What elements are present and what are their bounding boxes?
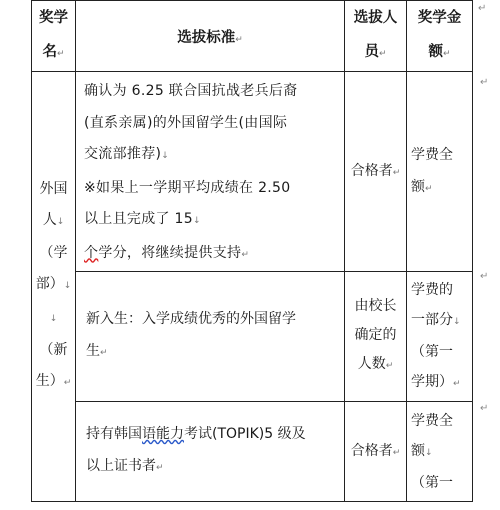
amount-full-tuition-1: 学费全 额↵ [407, 72, 473, 272]
scholarship-table [31, 0, 473, 502]
grammar-underlined-text: 语能力 [142, 426, 184, 442]
header-scholarship-amount: 奖学金 额↵ [407, 1, 473, 72]
selectees-president-decided: 由校长 确定的 人数↵ [345, 272, 407, 402]
criteria-topik-suffix: 考试(TOPIK)5 级及 [184, 426, 306, 442]
group-foreign-students: 外国 人↓ （学 部）↓ ↓ （新 生）↵ [32, 72, 76, 502]
header-selectees: 选拔人 员↵ [345, 1, 407, 72]
end-of-row-mark: ↵ [480, 403, 489, 414]
end-of-row-mark: ↵ [478, 3, 487, 14]
end-of-row-mark: ↵ [480, 77, 489, 88]
criteria-continuation-text: 学分，将继续提供支持 [98, 244, 242, 261]
table-row [32, 272, 473, 402]
table-row [32, 72, 473, 272]
header-selection-criteria: 选拔标准↵ [76, 1, 345, 72]
selectees-qualified-2: 合格者↵ [345, 402, 407, 502]
amount-partial-tuition: 学费的 一部分↓ （第一 学期）↵ [407, 272, 473, 402]
criteria-topik: 持有韩国语能力考试(TOPIK)5 级及 以上证书者↵ [76, 402, 345, 502]
header-row [32, 1, 473, 72]
spellcheck-underlined-text: 个 [84, 244, 99, 261]
header-scholarship-name: 奖学 名↵ [32, 1, 76, 72]
amount-full-tuition-2: 学费全 额↓ （第一 [407, 402, 473, 502]
selectees-qualified-1: 合格者↵ [345, 72, 407, 272]
criteria-new-students: 新入生：入学成绩优秀的外国留学 生↵ [76, 272, 345, 402]
end-of-row-mark: ↵ [480, 271, 489, 282]
criteria-veteran-descendants: 确认为 6.25 联合国抗战老兵后裔 (直系亲属)的外国留学生(由国际 交流部推荐)↓ ※如果上一学期平均成绩在 2.50 以上且完成了 15↓ 个学分，将继续提供支持↵ [76, 72, 345, 272]
table-row [32, 402, 473, 502]
criteria-topik-prefix: 持有韩国 [86, 426, 142, 442]
